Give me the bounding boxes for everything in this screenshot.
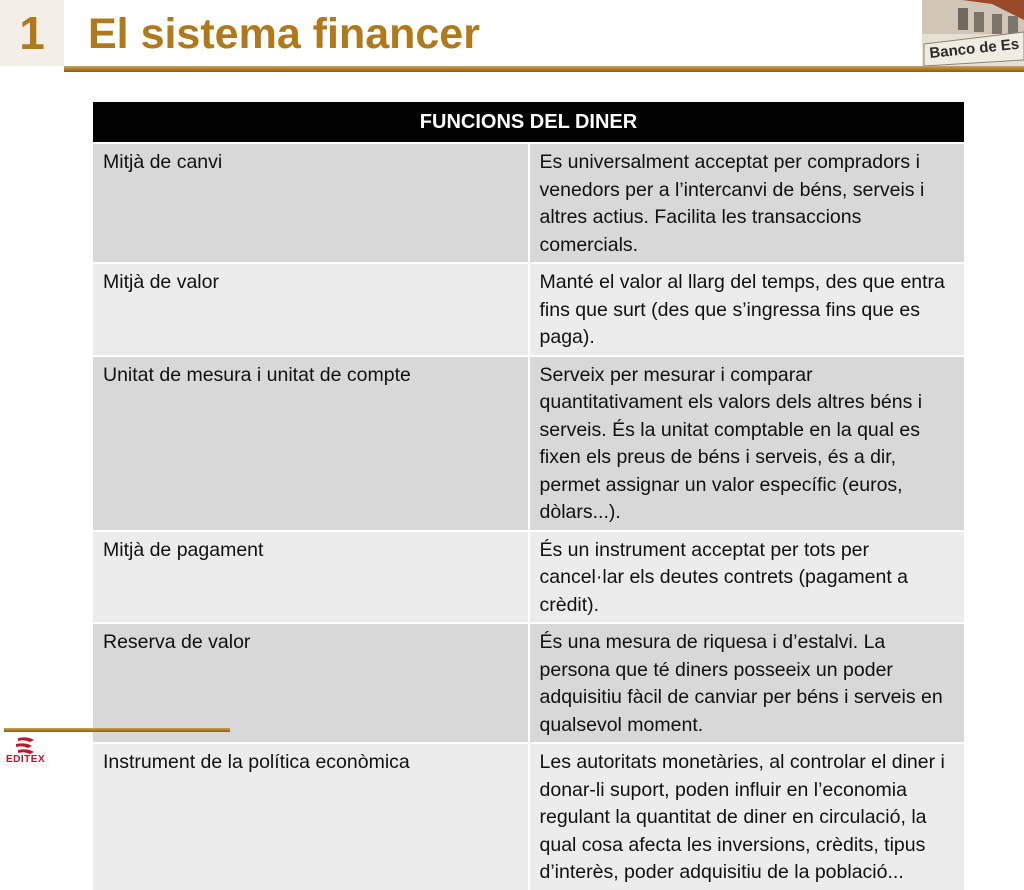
table-row xyxy=(93,623,964,743)
row-label: Reserva de valor xyxy=(93,623,529,743)
editex-logo-text: EDITEX xyxy=(6,754,46,765)
row-label: Mitjà de pagament xyxy=(93,531,529,624)
table-row xyxy=(93,531,964,624)
table-row xyxy=(93,356,964,531)
header-divider xyxy=(64,66,1024,72)
functions-table xyxy=(93,102,964,890)
bank-building-photo xyxy=(922,0,1024,66)
page-title: El sistema financer xyxy=(88,10,480,58)
chapter-badge xyxy=(0,0,64,66)
row-description: Es universalment acceptat per compradors i venedors per a l’intercanvi de béns, serveis i altres actius. Facilita les transaccions comercials. xyxy=(529,143,965,263)
chapter-number: 1 xyxy=(19,7,45,59)
row-label: Mitjà de canvi xyxy=(93,143,529,263)
row-description: Les autoritats monetàries, al controlar el diner i donar-li suport, poden influir en l’economia regulant la quantitat de diner en circulació, la qual cosa afecta les inversions, crèdits, tipus d’interès, poder adquisitiu de la població... xyxy=(529,743,965,890)
row-description: És un instrument acceptat per tots per cancel·lar els deutes contrets (pagament a crèdit). xyxy=(529,531,965,624)
row-description: És una mesura de riquesa i d’estalvi. La persona que té diners posseeix un poder adquisitiu fàcil de canviar per béns i serveis en qualsevol moment. xyxy=(529,623,965,743)
functions-table-container xyxy=(93,102,964,890)
table-title: FUNCIONS DEL DINER xyxy=(93,102,964,143)
table-row xyxy=(93,263,964,356)
table-row xyxy=(93,143,964,263)
row-label: Mitjà de valor xyxy=(93,263,529,356)
table-row xyxy=(93,743,964,890)
footer-divider xyxy=(4,728,230,732)
row-description: Manté el valor al llarg del temps, des que entra fins que surt (des que s’ingressa fins que es paga). xyxy=(529,263,965,356)
photo-sign-text: Banco de Es xyxy=(928,35,1020,62)
row-description: Serveix per mesurar i comparar quantitativament els valors dels altres béns i serveis. És la unitat comptable en la qual es fixen els preus de béns i serveis, és a dir, permet assignar un valor específic (euros, dòlars...). xyxy=(529,356,965,531)
row-label: Instrument de la política econòmica xyxy=(93,743,529,890)
row-label: Unitat de mesura i unitat de compte xyxy=(93,356,529,531)
